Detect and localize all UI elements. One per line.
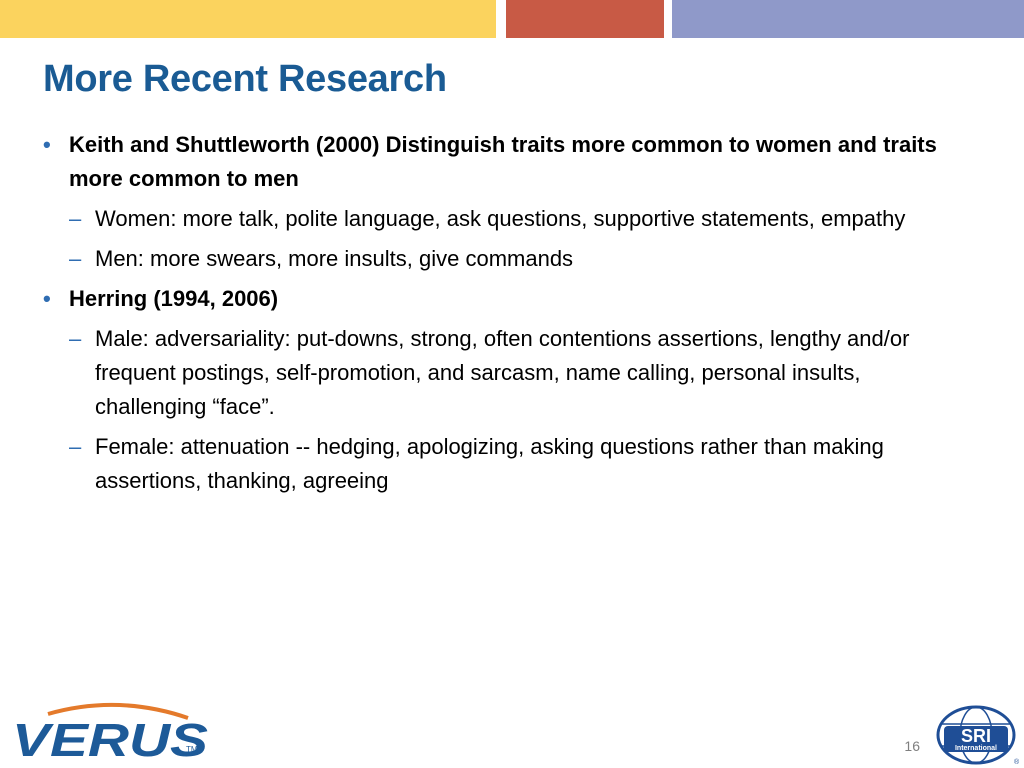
- sri-text: SRI: [960, 726, 992, 746]
- bullet-text: Keith and Shuttleworth (2000) Distinguish traits more common to women and traits more common to men: [69, 132, 937, 191]
- sri-registered-mark: ®: [1014, 759, 1020, 766]
- sub-bullet-men: [69, 242, 975, 276]
- dash-marker: –: [69, 206, 82, 231]
- bullet-herring: [43, 282, 983, 316]
- verus-wordmark: VERUS: [12, 714, 209, 762]
- header-bar-red: [506, 0, 664, 38]
- sub-bullet-women: [69, 202, 975, 236]
- bullet-text: Herring (1994, 2006): [69, 286, 279, 311]
- slide-content: [43, 128, 983, 504]
- page-number: 16: [904, 738, 920, 754]
- dash-marker: –: [69, 434, 82, 459]
- bullet-marker: •: [43, 286, 51, 311]
- dash-marker: –: [69, 246, 82, 271]
- bullet-keith-shuttleworth: [43, 128, 983, 196]
- verus-tm: TM: [186, 745, 198, 754]
- dash-marker: –: [69, 326, 82, 351]
- sub-bullet-female: [69, 430, 975, 498]
- header-bar-yellow: [0, 0, 496, 38]
- sri-logo: [934, 704, 1020, 766]
- sub-bullet-text: Women: more talk, polite language, ask questions, supportive statements, empathy: [95, 206, 906, 231]
- header-bar-blue: [672, 0, 1024, 38]
- sub-bullet-text: Female: attenuation -- hedging, apologizing, asking questions rather than making assertions, thanking, agreeing: [95, 434, 884, 493]
- bullet-marker: •: [43, 132, 51, 157]
- sub-bullet-male: [69, 322, 975, 424]
- verus-logo: [8, 700, 228, 762]
- sub-bullet-text: Male: adversariality: put-downs, strong, often contentions assertions, lengthy and/or frequent postings, self-promotion, and sarcasm, name calling, personal insults, challenging “face”.: [95, 326, 910, 419]
- slide-title: More Recent Research: [43, 58, 447, 100]
- sri-international-text: International: [954, 745, 998, 752]
- sub-bullet-text: Men: more swears, more insults, give commands: [95, 246, 574, 271]
